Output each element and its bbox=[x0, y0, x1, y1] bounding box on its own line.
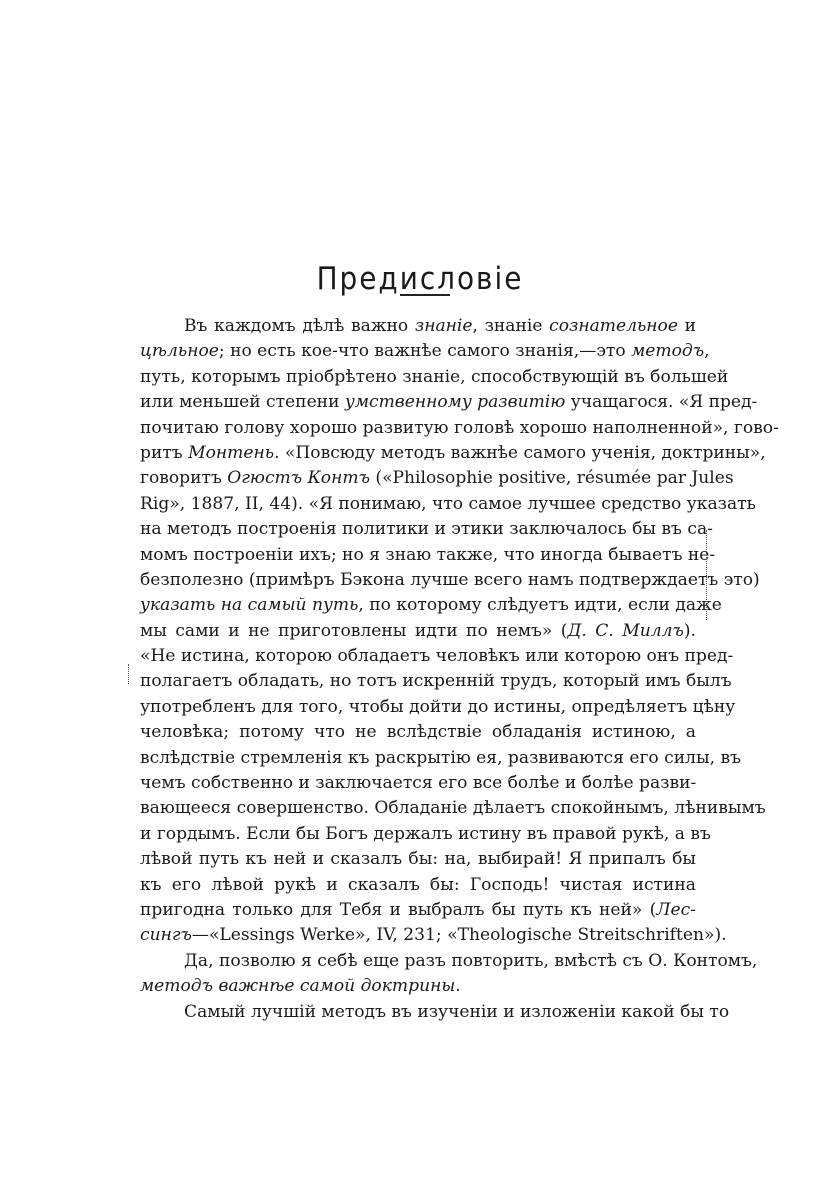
text-line bbox=[140, 441, 766, 466]
text-line bbox=[140, 796, 766, 821]
text-segment: или меньшей степени bbox=[140, 392, 345, 413]
text-line bbox=[140, 543, 716, 568]
text-segment: ; но есть кое-что важнѣе самого знанія,—это bbox=[218, 341, 632, 362]
title-rule bbox=[400, 294, 450, 296]
italic-text: цѣльное bbox=[140, 341, 219, 362]
text-line bbox=[140, 771, 696, 796]
text-segment: Въ каждомъ дѣлѣ важно bbox=[184, 316, 415, 336]
text-line bbox=[140, 365, 729, 390]
text-segment: ритъ bbox=[140, 442, 189, 463]
text-line bbox=[140, 949, 758, 974]
text-line bbox=[140, 720, 696, 745]
text-segment: къ его лѣвой рукѣ и сказалъ бы: Господь! чистая истина bbox=[140, 874, 696, 895]
text-segment: , bbox=[704, 341, 710, 362]
italic-text: указать на самый путь bbox=[140, 595, 359, 616]
text-segment: вающееся совершенство. Обладаніе дѣлаетъ спокойнымъ, лѣнивымъ bbox=[140, 798, 766, 819]
text-segment: чемъ собственно и заключается его все болѣе и болѣе разви- bbox=[140, 773, 697, 794]
text-segment: путь, которымъ пріобрѣтено знаніе, способствующій въ большей bbox=[140, 366, 729, 387]
text-segment: Самый лучшій методъ въ изученіи и изложеніи какой бы то bbox=[184, 1001, 730, 1022]
text-line bbox=[140, 873, 696, 898]
text-line bbox=[140, 898, 696, 923]
text-segment: употребленъ для того, чтобы дойти до истины, опредѣляетъ цѣну bbox=[140, 696, 736, 717]
text-segment: , по которому слѣдуетъ идти, если даже bbox=[358, 595, 722, 616]
margin-pencil-mark bbox=[706, 530, 713, 620]
text-segment: лѣвой путь къ ней и сказалъ бы: на, выбирай! Я припалъ бы bbox=[140, 849, 696, 870]
text-segment: и bbox=[677, 316, 697, 336]
italic-text: сингъ bbox=[140, 925, 192, 946]
text-line bbox=[140, 746, 741, 771]
italic-text: методъ важнѣе самой доктрины bbox=[140, 976, 456, 997]
text-line bbox=[140, 644, 734, 669]
italic-text: Д. С. Миллъ bbox=[567, 620, 684, 641]
text-segment: полагаетъ обладать, но тотъ искренній трудъ, который имъ былъ bbox=[140, 671, 732, 692]
text-line bbox=[140, 847, 696, 872]
text-segment: момъ построеніи ихъ; но я знаю также, что иногда бываетъ не- bbox=[140, 544, 716, 565]
text-line bbox=[140, 923, 727, 948]
text-line bbox=[140, 339, 710, 364]
text-segment: «Не истина, которою обладаетъ человѣкъ или которою онъ пред- bbox=[140, 646, 734, 667]
italic-text: Огюстъ Контъ bbox=[227, 468, 370, 489]
text-line bbox=[140, 390, 758, 415]
text-line bbox=[140, 492, 756, 517]
text-line bbox=[140, 466, 734, 491]
text-segment: ). bbox=[683, 620, 696, 641]
italic-text: Лес- bbox=[656, 899, 696, 920]
text-segment: говоритъ bbox=[140, 468, 228, 489]
text-segment: —«Lessings Werke», IV, 231; «Theologische Streitschriften»). bbox=[191, 925, 727, 946]
text-segment: безполезно (примѣръ Бэкона лучше всего намъ подтверждаетъ это) bbox=[140, 569, 760, 590]
text-line bbox=[140, 517, 713, 542]
italic-text: методъ bbox=[631, 341, 705, 362]
italic-text: Монтень bbox=[188, 442, 275, 463]
text-segment: и гордымъ. Если бы Богъ держалъ истину въ правой рукѣ, а въ bbox=[140, 823, 711, 844]
text-segment: , знаніе bbox=[472, 316, 550, 336]
text-line bbox=[140, 593, 722, 618]
text-segment: на методъ построенія политики и этики заключалось бы въ са- bbox=[140, 519, 713, 540]
text-segment: Rig», 1887, II, 44). «Я понимаю, что самое лучшее средство указать bbox=[140, 493, 756, 514]
italic-text: сознательное bbox=[549, 316, 678, 336]
text-line bbox=[140, 314, 696, 339]
text-segment: вслѣдствіе стремленія къ раскрытію ея, развиваются его силы, въ bbox=[140, 747, 741, 768]
text-line bbox=[140, 416, 779, 441]
text-segment: учащагося. «Я пред- bbox=[565, 392, 758, 413]
text-segment: человѣка; потому что не вслѣдствіе обладанія истиною, а bbox=[140, 722, 696, 743]
text-segment: мы сами и не приготовлены идти по немъ» ( bbox=[140, 620, 568, 641]
text-segment: пригодна только для Тебя и выбралъ бы путь къ ней» ( bbox=[140, 899, 657, 920]
italic-text: умственному развитію bbox=[344, 392, 566, 413]
text-segment: почитаю голову хорошо развитую головѣ хорошо наполненной», гово- bbox=[140, 417, 779, 438]
text-line bbox=[140, 568, 760, 593]
text-line bbox=[140, 695, 736, 720]
text-segment: . bbox=[455, 976, 461, 997]
italic-text: знаніе bbox=[414, 316, 473, 336]
page-title: Предисловіе bbox=[316, 260, 524, 297]
text-segment: Да, позволю я себѣ еще разъ повторить, вмѣстѣ съ О. Контомъ, bbox=[184, 950, 758, 971]
text-line bbox=[140, 1000, 730, 1025]
text-line bbox=[140, 669, 732, 694]
margin-pencil-mark-left bbox=[128, 664, 133, 684]
text-segment: . «Повсюду методъ важнѣе самого ученія, доктрины», bbox=[274, 442, 766, 463]
text-line bbox=[140, 974, 696, 999]
text-line bbox=[140, 619, 696, 644]
text-line bbox=[140, 822, 711, 847]
preface-text bbox=[140, 314, 779, 1025]
text-segment: («Philosophie positive, résumée par Jules bbox=[369, 468, 734, 489]
